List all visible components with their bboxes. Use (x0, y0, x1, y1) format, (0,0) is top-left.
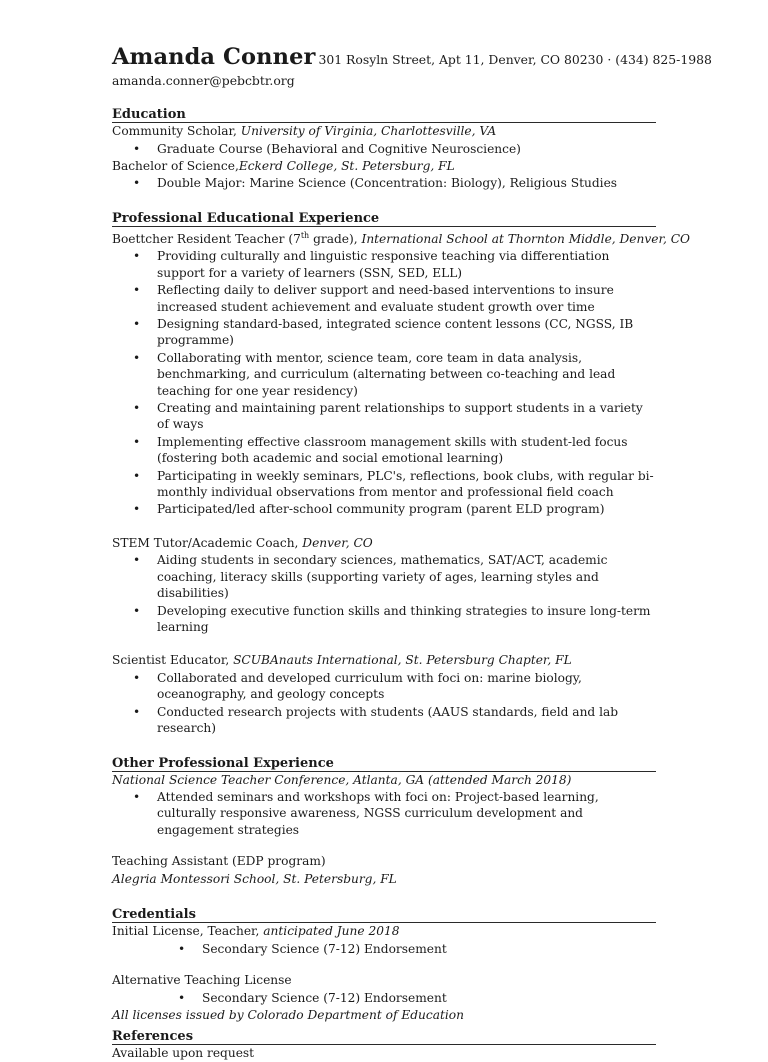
conference-bullets (112, 789, 656, 838)
education-entry-2 (112, 158, 656, 176)
list-item: • Graduate Course (Behavioral and Cognitive Neuroscience) (157, 141, 656, 157)
section-title-credentials: Credentials (112, 907, 196, 923)
job-location: Denver, CO (302, 535, 373, 550)
job-header-1 (112, 227, 691, 249)
job-2-bullets (112, 552, 656, 635)
job-location: SCUBAnauts International, St. Petersburg Chapter, FL (233, 653, 572, 668)
job-role-suffix: grade), (309, 231, 358, 246)
job-location: International School at Thornton Middle, Denver, CO (361, 231, 691, 246)
ta-location: Alegria Montessori School, St. Petersburg, FL (112, 871, 397, 886)
education-1-bullets (112, 141, 656, 157)
references-text: Available upon request (112, 1045, 255, 1060)
license-2-bullets (112, 990, 656, 1006)
conference-line: National Science Teacher Conference, Atlanta, GA (attended March 2018) (112, 772, 572, 787)
job-1-bullets (112, 248, 656, 518)
list-item: • Collaborating with mentor, science team, core team in data analysis, benchmarking, and curriculum (alternating between co-teaching and lead teaching for one year residency) (157, 350, 656, 399)
list-item: • Conducted research projects with students (AAUS standards, field and lab research) (157, 704, 656, 737)
list-item: • Participating in weekly seminars, PLC's, reflections, book clubs, with regular bi-monthly individual observations from mentor and professional field coach (157, 468, 656, 501)
license-1-bullets (112, 941, 656, 957)
job-header-3 (112, 652, 656, 670)
list-item: • Creating and maintaining parent relationships to support students in a variety of ways (157, 400, 656, 433)
job-3-bullets (112, 670, 656, 737)
email-address[interactable]: amanda.conner@pebcbtr.org (112, 73, 295, 88)
education-entry-1 (112, 123, 656, 141)
section-title-other: Other Professional Experience (112, 755, 334, 771)
license-2: Alternative Teaching License (112, 973, 292, 988)
education-institution: University of Virginia, Charlottesville, VA (240, 124, 497, 138)
job-role: Boettcher Resident Teacher (7 (112, 231, 301, 246)
ordinal-suffix: th (300, 230, 310, 240)
list-item: • Providing culturally and linguistic responsive teaching via differentiation support for a variety of learners (SSN, SED, ELL) (157, 248, 656, 281)
license-1 (112, 923, 656, 941)
job-role: Scientist Educator, (112, 653, 230, 668)
spacer (112, 958, 656, 972)
licenses-issued-note: All licenses issued by Colorado Department of Education (112, 1008, 464, 1023)
list-item: • Secondary Science (7-12) Endorsement (202, 941, 656, 957)
list-item: • Implementing effective classroom management skills with student-led focus (fostering both academic and social emotional learning) (157, 434, 656, 467)
job-header-2 (112, 535, 656, 553)
list-item: • Double Major: Marine Science (Concentration: Biology), Religious Studies (157, 175, 656, 191)
license-name: Initial License, Teacher, (112, 924, 260, 939)
list-item: • Secondary Science (7-12) Endorsement (202, 990, 656, 1006)
list-item: • Developing executive function skills and thinking strategies to insure long-term learning (157, 603, 656, 636)
section-title-professional: Professional Educational Experience (112, 210, 380, 226)
list-item: • Attended seminars and workshops with foci on: Project-based learning, culturally responsive awareness, NGSS curriculum development and engagement strategies (157, 789, 656, 838)
candidate-name: Amanda Conner (112, 44, 316, 70)
spacer (112, 636, 656, 652)
list-item: • Collaborated and developed curriculum with foci on: marine biology, oceanography, and geology concepts (157, 670, 656, 703)
job-role: STEM Tutor/Academic Coach, (112, 535, 299, 550)
list-item: • Reflecting daily to deliver support and need-based interventions to insure increased student achievement and evaluate student growth over time (157, 282, 656, 315)
education-institution: Eckerd College, St. Petersburg, FL (238, 158, 455, 173)
ta-role: Teaching Assistant (EDP program) (112, 854, 326, 869)
education-degree: Bachelor of Science, (112, 158, 239, 173)
spacer (112, 839, 656, 853)
contact-line: 301 Rosyln Street, Apt 11, Denver, CO 80230 · (434) 825-1988 (318, 52, 712, 67)
resume-header (112, 44, 712, 70)
spacer (112, 519, 656, 535)
license-note: anticipated June 2018 (263, 924, 400, 939)
list-item: • Designing standard-based, integrated science content lessons (CC, NGSS, IB programme) (157, 316, 656, 349)
section-title-references: References (112, 1028, 194, 1044)
list-item: • Aiding students in secondary sciences, mathematics, SAT/ACT, academic coaching, literacy skills (supporting variety of ages, learning styles and disabilities) (157, 552, 656, 601)
education-2-bullets (112, 175, 656, 191)
list-item: • Participated/led after-school community program (parent ELD program) (157, 501, 656, 517)
section-title-education: Education (112, 107, 186, 122)
education-degree: Community Scholar, (112, 124, 237, 138)
